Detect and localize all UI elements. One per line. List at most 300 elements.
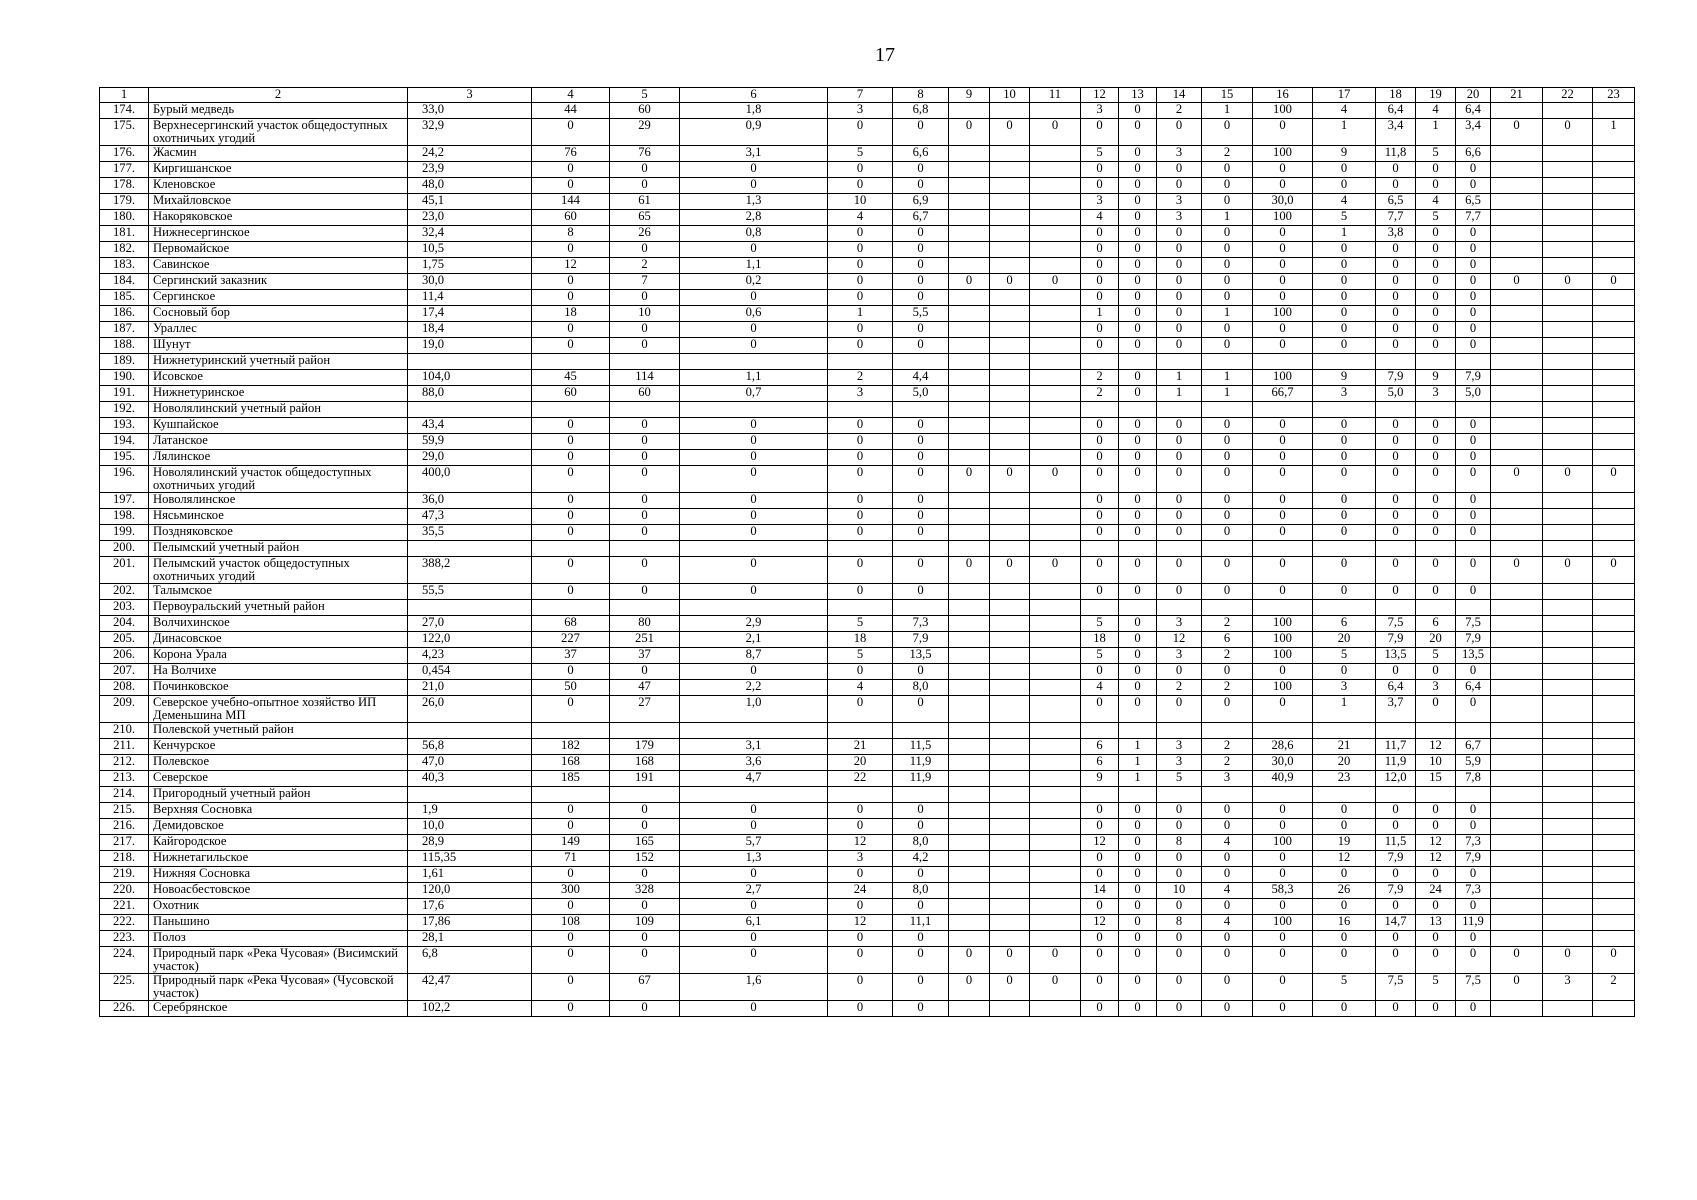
- name-cell: На Волчихе: [149, 664, 408, 680]
- value-cell: 191: [610, 771, 680, 787]
- value-cell: 0: [680, 242, 828, 258]
- value-cell: 185: [532, 771, 610, 787]
- value-cell: 0: [893, 974, 949, 1001]
- value-cell: 0: [893, 162, 949, 178]
- value-cell: 0: [532, 178, 610, 194]
- value-cell: 8,7: [680, 648, 828, 664]
- value-cell: 0: [610, 418, 680, 434]
- value-cell: 0: [532, 696, 610, 723]
- value-cell: 0: [1157, 557, 1202, 584]
- value-cell: 0: [1313, 322, 1376, 338]
- value-cell: 0: [1376, 867, 1416, 883]
- value-cell: [990, 258, 1030, 274]
- value-cell: [990, 723, 1030, 739]
- value-cell: [949, 803, 990, 819]
- value-cell: 0: [828, 466, 893, 493]
- value-cell: [1202, 354, 1253, 370]
- value-cell: 0: [1543, 557, 1593, 584]
- value-cell: 1: [1313, 119, 1376, 146]
- value-cell: [990, 434, 1030, 450]
- name-cell: Савинское: [149, 258, 408, 274]
- value-cell: [949, 386, 990, 402]
- value-cell: 0: [1456, 931, 1491, 947]
- name-cell: Полевской учетный район: [149, 723, 408, 739]
- name-cell: Пелымский учетный район: [149, 541, 408, 557]
- value-cell: 0: [1081, 242, 1119, 258]
- value-cell: [1543, 103, 1593, 119]
- value-cell: [949, 851, 990, 867]
- value-cell: [828, 787, 893, 803]
- value-cell: 0,454: [408, 664, 532, 680]
- value-cell: 0: [1253, 418, 1313, 434]
- value-cell: 0: [1491, 274, 1543, 290]
- value-cell: 0: [1253, 338, 1313, 354]
- column-number-cell: 7: [828, 88, 893, 103]
- row-number-cell: 186.: [100, 306, 149, 322]
- value-cell: 3: [1313, 680, 1376, 696]
- value-cell: 0: [1491, 557, 1543, 584]
- value-cell: 0: [532, 450, 610, 466]
- value-cell: 0: [893, 584, 949, 600]
- name-cell: Поздняковское: [149, 525, 408, 541]
- value-cell: 0: [949, 274, 990, 290]
- value-cell: 12: [1157, 632, 1202, 648]
- value-cell: 3: [1313, 386, 1376, 402]
- value-cell: [1593, 418, 1635, 434]
- value-cell: 0: [610, 338, 680, 354]
- value-cell: 0: [1119, 664, 1157, 680]
- name-cell: Кушпайское: [149, 418, 408, 434]
- value-cell: 0: [1253, 162, 1313, 178]
- value-cell: 0: [1202, 466, 1253, 493]
- value-cell: 0: [1157, 664, 1202, 680]
- name-cell: Лялинское: [149, 450, 408, 466]
- row-number-cell: 178.: [100, 178, 149, 194]
- column-number-cell: 11: [1030, 88, 1081, 103]
- value-cell: 1,0: [680, 696, 828, 723]
- table-row: [100, 1001, 1635, 1017]
- value-cell: [1030, 648, 1081, 664]
- value-cell: 12: [828, 915, 893, 931]
- value-cell: 10: [1157, 883, 1202, 899]
- value-cell: 5,5: [893, 306, 949, 322]
- value-cell: 0: [828, 1001, 893, 1017]
- table-row: [100, 723, 1635, 739]
- value-cell: 0: [1456, 306, 1491, 322]
- value-cell: 0: [1491, 466, 1543, 493]
- table-row: [100, 525, 1635, 541]
- name-cell: Пелымский участок общедоступных охотничьих угодий: [149, 557, 408, 584]
- value-cell: [949, 450, 990, 466]
- value-cell: [990, 509, 1030, 525]
- value-cell: [949, 835, 990, 851]
- column-number-cell: 8: [893, 88, 949, 103]
- value-cell: [408, 354, 532, 370]
- value-cell: [1030, 787, 1081, 803]
- value-cell: [949, 819, 990, 835]
- name-cell: Верхнесергинский участок общедоступных охотничьих угодий: [149, 119, 408, 146]
- value-cell: 0: [680, 803, 828, 819]
- value-cell: 19: [1313, 835, 1376, 851]
- value-cell: 0: [1253, 803, 1313, 819]
- value-cell: 0: [828, 867, 893, 883]
- value-cell: [1030, 386, 1081, 402]
- value-cell: 8,0: [893, 883, 949, 899]
- value-cell: 30,0: [1253, 194, 1313, 210]
- column-number-cell: 1: [100, 88, 149, 103]
- name-cell: Латанское: [149, 434, 408, 450]
- value-cell: 12: [1416, 739, 1456, 755]
- value-cell: 0: [893, 258, 949, 274]
- value-cell: 21: [828, 739, 893, 755]
- value-cell: 0: [1081, 450, 1119, 466]
- value-cell: [1030, 771, 1081, 787]
- value-cell: [990, 146, 1030, 162]
- value-cell: 0: [893, 274, 949, 290]
- column-number-cell: 18: [1376, 88, 1416, 103]
- value-cell: 0: [1416, 258, 1456, 274]
- table-row: [100, 557, 1635, 584]
- name-cell: Полоз: [149, 931, 408, 947]
- value-cell: 0: [1253, 867, 1313, 883]
- value-cell: [1313, 354, 1376, 370]
- value-cell: 0: [828, 450, 893, 466]
- value-cell: 1: [1313, 226, 1376, 242]
- value-cell: 0: [949, 974, 990, 1001]
- value-cell: 3: [1416, 680, 1456, 696]
- value-cell: 18: [1081, 632, 1119, 648]
- value-cell: 0: [1119, 306, 1157, 322]
- value-cell: 4,4: [893, 370, 949, 386]
- column-number-cell: 19: [1416, 88, 1456, 103]
- value-cell: 7,9: [1376, 370, 1416, 386]
- value-cell: 5: [828, 648, 893, 664]
- name-cell: Кленовское: [149, 178, 408, 194]
- value-cell: 104,0: [408, 370, 532, 386]
- value-cell: 0: [680, 493, 828, 509]
- value-cell: [1543, 306, 1593, 322]
- value-cell: [1030, 194, 1081, 210]
- value-cell: [1543, 648, 1593, 664]
- value-cell: 0: [1081, 274, 1119, 290]
- value-cell: 5: [1416, 648, 1456, 664]
- value-cell: 149: [532, 835, 610, 851]
- value-cell: [1491, 696, 1543, 723]
- value-cell: 0: [610, 450, 680, 466]
- row-number-cell: 218.: [100, 851, 149, 867]
- row-number-cell: 217.: [100, 835, 149, 851]
- value-cell: [990, 418, 1030, 434]
- value-cell: 0: [1376, 162, 1416, 178]
- row-number-cell: 195.: [100, 450, 149, 466]
- value-cell: [680, 402, 828, 418]
- value-cell: [1593, 290, 1635, 306]
- value-cell: 1: [1202, 306, 1253, 322]
- value-cell: 0: [1119, 616, 1157, 632]
- value-cell: 0: [1456, 947, 1491, 974]
- name-cell: Нижняя Сосновка: [149, 867, 408, 883]
- value-cell: [1030, 739, 1081, 755]
- value-cell: 0: [1593, 557, 1635, 584]
- value-cell: 0: [990, 557, 1030, 584]
- value-cell: 0: [680, 867, 828, 883]
- value-cell: 0: [610, 525, 680, 541]
- name-cell: Природный парк «Река Чусовая» (Чусовской участок): [149, 974, 408, 1001]
- row-number-cell: 189.: [100, 354, 149, 370]
- value-cell: 0: [828, 119, 893, 146]
- row-number-cell: 177.: [100, 162, 149, 178]
- value-cell: 388,2: [408, 557, 532, 584]
- value-cell: 0: [1119, 947, 1157, 974]
- value-cell: [1491, 931, 1543, 947]
- value-cell: [1030, 509, 1081, 525]
- value-cell: 0: [1157, 819, 1202, 835]
- value-cell: [1030, 915, 1081, 931]
- value-cell: 0: [1202, 450, 1253, 466]
- value-cell: 109: [610, 915, 680, 931]
- value-cell: [949, 664, 990, 680]
- value-cell: [990, 819, 1030, 835]
- value-cell: 114: [610, 370, 680, 386]
- value-cell: [532, 600, 610, 616]
- value-cell: 0,6: [680, 306, 828, 322]
- value-cell: 0: [1253, 242, 1313, 258]
- value-cell: 8,0: [893, 835, 949, 851]
- value-cell: [1313, 541, 1376, 557]
- value-cell: 0: [893, 434, 949, 450]
- column-number-cell: 17: [1313, 88, 1376, 103]
- value-cell: 60: [532, 386, 610, 402]
- value-cell: 0: [1491, 974, 1543, 1001]
- value-cell: [893, 787, 949, 803]
- value-cell: 6,8: [893, 103, 949, 119]
- value-cell: [990, 600, 1030, 616]
- value-cell: 0: [1119, 103, 1157, 119]
- value-cell: [949, 584, 990, 600]
- value-cell: 22: [828, 771, 893, 787]
- value-cell: [1543, 867, 1593, 883]
- value-cell: 0: [893, 664, 949, 680]
- value-cell: [1157, 354, 1202, 370]
- value-cell: 0: [893, 1001, 949, 1017]
- table-body: [100, 103, 1635, 1017]
- value-cell: 0: [610, 493, 680, 509]
- value-cell: 48,0: [408, 178, 532, 194]
- value-cell: 0: [1456, 493, 1491, 509]
- value-cell: 0: [1543, 274, 1593, 290]
- value-cell: 0: [532, 290, 610, 306]
- value-cell: 3: [1157, 648, 1202, 664]
- value-cell: 0: [1202, 867, 1253, 883]
- value-cell: 0: [1157, 525, 1202, 541]
- value-cell: 29,0: [408, 450, 532, 466]
- value-cell: 0: [1313, 867, 1376, 883]
- value-cell: [949, 541, 990, 557]
- value-cell: [949, 322, 990, 338]
- value-cell: 0: [1416, 931, 1456, 947]
- value-cell: 2: [1202, 755, 1253, 771]
- value-cell: [610, 541, 680, 557]
- value-cell: 0: [1081, 466, 1119, 493]
- row-number-cell: 180.: [100, 210, 149, 226]
- table-row: [100, 616, 1635, 632]
- value-cell: 0: [893, 899, 949, 915]
- value-cell: [1491, 306, 1543, 322]
- value-cell: [949, 696, 990, 723]
- table-row: [100, 146, 1635, 162]
- value-cell: 0: [1157, 322, 1202, 338]
- value-cell: [1030, 306, 1081, 322]
- value-cell: 0: [1202, 162, 1253, 178]
- value-cell: 0: [1157, 434, 1202, 450]
- value-cell: [680, 354, 828, 370]
- table-row: [100, 696, 1635, 723]
- value-cell: [680, 723, 828, 739]
- value-cell: 0: [1081, 525, 1119, 541]
- value-cell: 0: [828, 931, 893, 947]
- value-cell: 2: [1081, 386, 1119, 402]
- value-cell: [990, 242, 1030, 258]
- value-cell: [1543, 739, 1593, 755]
- name-cell: Починковское: [149, 680, 408, 696]
- value-cell: 60: [532, 210, 610, 226]
- value-cell: [828, 541, 893, 557]
- name-cell: Пригородный учетный район: [149, 787, 408, 803]
- value-cell: 0: [1081, 509, 1119, 525]
- value-cell: 4: [1202, 883, 1253, 899]
- value-cell: 18: [828, 632, 893, 648]
- value-cell: 0: [680, 162, 828, 178]
- value-cell: 179: [610, 739, 680, 755]
- row-number-cell: 185.: [100, 290, 149, 306]
- value-cell: [949, 755, 990, 771]
- value-cell: 0: [1376, 525, 1416, 541]
- value-cell: 0: [1253, 584, 1313, 600]
- value-cell: 0: [1313, 525, 1376, 541]
- value-cell: 0: [1543, 466, 1593, 493]
- value-cell: 6,8: [408, 947, 532, 974]
- value-cell: 0: [1416, 867, 1456, 883]
- value-cell: [1030, 851, 1081, 867]
- value-cell: 115,35: [408, 851, 532, 867]
- table-row: [100, 755, 1635, 771]
- value-cell: [1543, 899, 1593, 915]
- value-cell: 0: [828, 819, 893, 835]
- value-cell: 165: [610, 835, 680, 851]
- value-cell: [680, 600, 828, 616]
- column-number-cell: 13: [1119, 88, 1157, 103]
- value-cell: 0: [532, 664, 610, 680]
- value-cell: 100: [1253, 915, 1313, 931]
- value-cell: 0: [532, 509, 610, 525]
- value-cell: 0: [1157, 1001, 1202, 1017]
- value-cell: 30,0: [1253, 755, 1313, 771]
- value-cell: [1593, 664, 1635, 680]
- value-cell: [1491, 242, 1543, 258]
- value-cell: 100: [1253, 680, 1313, 696]
- value-cell: 0: [680, 338, 828, 354]
- value-cell: [1253, 541, 1313, 557]
- value-cell: 120,0: [408, 883, 532, 899]
- value-cell: [1416, 723, 1456, 739]
- value-cell: 0: [1081, 974, 1119, 1001]
- value-cell: 0: [828, 322, 893, 338]
- value-cell: 0: [680, 466, 828, 493]
- value-cell: [949, 915, 990, 931]
- row-number-cell: 190.: [100, 370, 149, 386]
- value-cell: [1593, 509, 1635, 525]
- table-row: [100, 370, 1635, 386]
- value-cell: 0: [1456, 450, 1491, 466]
- value-cell: 0: [1376, 178, 1416, 194]
- row-number-cell: 184.: [100, 274, 149, 290]
- value-cell: 0: [610, 242, 680, 258]
- value-cell: [949, 600, 990, 616]
- value-cell: [949, 103, 990, 119]
- value-cell: 0: [1202, 803, 1253, 819]
- value-cell: 0: [1376, 664, 1416, 680]
- value-cell: 0: [1202, 584, 1253, 600]
- value-cell: [1491, 819, 1543, 835]
- value-cell: 0: [1157, 696, 1202, 723]
- value-cell: 0: [1157, 338, 1202, 354]
- name-cell: Жасмин: [149, 146, 408, 162]
- value-cell: [1030, 434, 1081, 450]
- value-cell: [1491, 354, 1543, 370]
- value-cell: [1593, 835, 1635, 851]
- value-cell: 0: [1253, 466, 1313, 493]
- value-cell: 100: [1253, 146, 1313, 162]
- value-cell: 11,9: [1376, 755, 1416, 771]
- value-cell: 0: [1376, 290, 1416, 306]
- name-cell: Нижнетуринское: [149, 386, 408, 402]
- value-cell: 9: [1416, 370, 1456, 386]
- value-cell: [1593, 354, 1635, 370]
- table-row: [100, 851, 1635, 867]
- value-cell: [949, 867, 990, 883]
- value-cell: 5: [828, 146, 893, 162]
- value-cell: [1593, 632, 1635, 648]
- value-cell: [1593, 723, 1635, 739]
- value-cell: [1119, 354, 1157, 370]
- value-cell: 0: [1119, 584, 1157, 600]
- value-cell: [949, 194, 990, 210]
- value-cell: 12: [1081, 915, 1119, 931]
- value-cell: 0: [1119, 434, 1157, 450]
- value-cell: 0: [610, 664, 680, 680]
- value-cell: 3: [1081, 194, 1119, 210]
- row-number-cell: 191.: [100, 386, 149, 402]
- value-cell: 0: [1253, 525, 1313, 541]
- value-cell: 13,5: [1456, 648, 1491, 664]
- value-cell: [1119, 402, 1157, 418]
- value-cell: 6,1: [680, 915, 828, 931]
- value-cell: [1491, 226, 1543, 242]
- value-cell: [990, 584, 1030, 600]
- value-cell: 0: [1030, 119, 1081, 146]
- value-cell: 40,9: [1253, 771, 1313, 787]
- value-cell: [1543, 803, 1593, 819]
- value-cell: 0: [1456, 338, 1491, 354]
- value-cell: 0: [1202, 274, 1253, 290]
- value-cell: [1543, 632, 1593, 648]
- value-cell: 1,9: [408, 803, 532, 819]
- value-cell: [1030, 803, 1081, 819]
- value-cell: 4: [1313, 194, 1376, 210]
- value-cell: [990, 883, 1030, 899]
- value-cell: 11,9: [893, 755, 949, 771]
- value-cell: 0: [990, 466, 1030, 493]
